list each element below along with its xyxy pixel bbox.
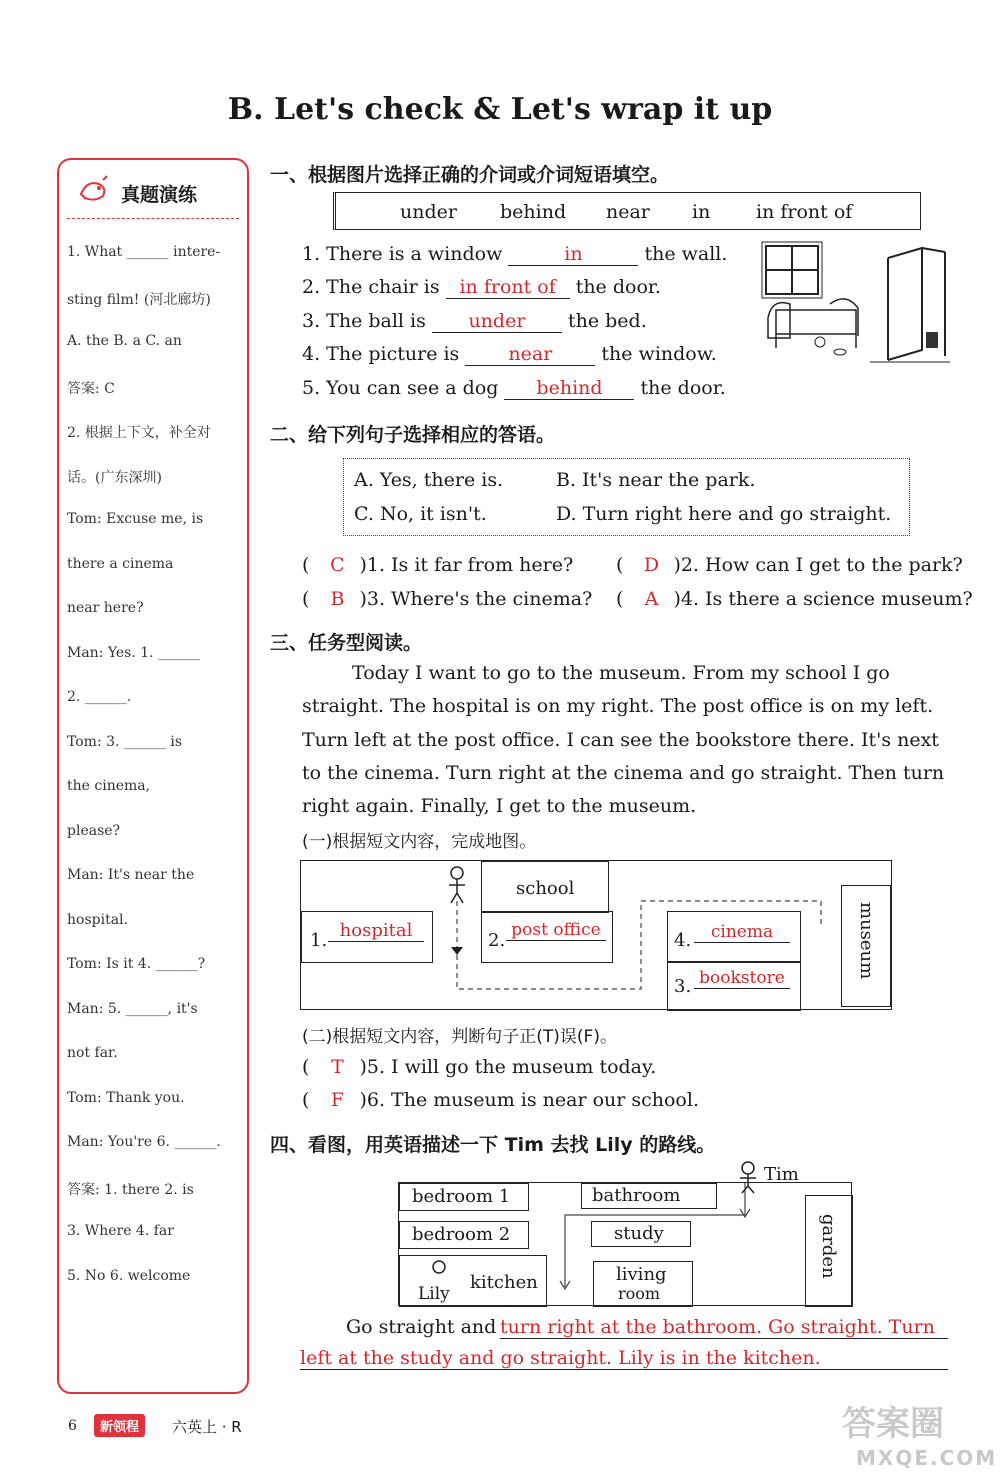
s2-answer-4: A xyxy=(644,588,659,610)
bedroom2-block: bedroom 2 xyxy=(399,1221,529,1249)
sidebar-line: 答案: 1. there 2. is xyxy=(67,1181,194,1198)
sidebar-line: near here? xyxy=(67,600,144,616)
study-block: study xyxy=(591,1221,691,1247)
brand-badge: 新领程 xyxy=(94,1414,145,1437)
tf-item-6: ( F )6. The museum is near our school. xyxy=(302,1089,699,1111)
map-answer-4: cinema xyxy=(694,922,790,943)
sidebar-divider xyxy=(67,218,239,219)
map-answer-3: bookstore xyxy=(694,968,790,989)
s1-item-2: 2. The chair is in front of the door. xyxy=(302,276,661,298)
house-route-lines xyxy=(399,1183,851,1305)
sub-heading-2: (二)根据短文内容，判断句子正(T)误(F)。 xyxy=(302,1027,617,1047)
s2-item-4: ( A )4. Is there a science museum? xyxy=(616,588,973,610)
sidebar-line: hospital. xyxy=(67,911,128,928)
route-answer-2: left at the study and go straight. Lily is in the kitchen. xyxy=(300,1347,948,1370)
tf-item-5: ( T )5. I will go the museum today. xyxy=(302,1056,657,1078)
passage-line-2: straight. The hospital is on my right. The post office is on my left. xyxy=(302,695,934,717)
house-map xyxy=(398,1182,852,1306)
s2-item-1: ( C )1. Is it far from here? xyxy=(302,554,574,576)
choice-d: D. Turn right here and go straight. xyxy=(556,503,892,525)
s1-item-5: 5. You can see a dog behind the door. xyxy=(302,377,726,399)
option-under: under xyxy=(400,201,457,223)
sidebar-line: please? xyxy=(67,822,121,839)
s1-answer-2: in front of xyxy=(446,276,570,299)
sidebar-line: Man: Yes. 1. ______ xyxy=(67,644,201,661)
s1-answer-4: near xyxy=(465,343,595,366)
school-block: school xyxy=(481,861,609,913)
hospital-block: 1. hospital xyxy=(301,911,433,963)
sub-heading-1: (一)根据短文内容，完成地图。 xyxy=(302,832,537,852)
section3-heading: 三、任务型阅读。 xyxy=(270,632,423,654)
passage-line-3: Turn left at the post office. I can see the bookstore there. It's next xyxy=(302,729,939,751)
sidebar-heading: 真题演练 xyxy=(121,184,198,206)
book-label: 六英上 · R xyxy=(172,1418,242,1436)
garden-block: garden xyxy=(805,1195,853,1307)
section1-heading: 一、根据图片选择正确的介词或介词短语填空。 xyxy=(270,164,670,186)
option-in-front-of: in front of xyxy=(756,201,853,223)
tf-answer-6: F xyxy=(330,1089,345,1111)
sidebar-line: not far. xyxy=(67,1045,118,1061)
kitchen-block: kitchen Lily xyxy=(399,1255,547,1307)
sidebar-line: Tom: Is it 4. ______? xyxy=(67,956,206,972)
s2-answer-3: B xyxy=(330,588,345,610)
tim-figure-icon xyxy=(734,1160,762,1198)
option-behind: behind xyxy=(500,201,567,223)
section4-heading: 四、看图，用英语描述一下 Tim 去找 Lily 的路线。 xyxy=(270,1134,716,1156)
route-lead: Go straight and xyxy=(346,1316,497,1338)
sidebar-line: Man: It's near the xyxy=(67,867,195,883)
tim-label: Tim xyxy=(764,1164,799,1185)
choice-a: A. Yes, there is. xyxy=(354,469,504,491)
sidebar-line: 2. ______. xyxy=(67,689,132,705)
route-lines xyxy=(301,861,891,1009)
word-bank xyxy=(333,192,921,230)
sidebar-line: there a cinema xyxy=(67,555,174,572)
sidebar-line: 答案: C xyxy=(67,380,115,397)
museum-block: museum xyxy=(841,885,891,1007)
page-title: B. Let's check & Let's wrap it up xyxy=(227,92,773,127)
bookstore-block: 3. bookstore xyxy=(667,961,801,1011)
passage-line-5: right again. Finally, I get to the museum. xyxy=(302,795,697,817)
route-answer-1: turn right at the bathroom. Go straight. Turn xyxy=(500,1316,948,1339)
sidebar-line: Tom: Thank you. xyxy=(67,1089,185,1106)
s1-item-3: 3. The ball is under the bed. xyxy=(302,310,647,332)
sidebar-line: Tom: 3. ______ is xyxy=(67,733,183,750)
map-answer-1: hospital xyxy=(328,920,424,942)
s2-item-3: ( B )3. Where's the cinema? xyxy=(302,588,593,610)
bathroom-block: bathroom xyxy=(581,1183,717,1209)
passage-line-1: Today I want to go to the museum. From my school I go xyxy=(352,662,890,684)
sidebar-line: 5. No 6. welcome xyxy=(67,1267,191,1284)
sidebar-line: 3. Where 4. far xyxy=(67,1223,174,1239)
page-number: 6 xyxy=(68,1418,77,1434)
s1-answer-3: under xyxy=(432,310,562,333)
s2-answer-1: C xyxy=(330,554,345,576)
sidebar-line: Man: You're 6. ______. xyxy=(67,1134,221,1150)
tf-answer-5: T xyxy=(331,1056,344,1078)
passage-line-4: to the cinema. Turn right at the cinema and go straight. Then turn xyxy=(302,762,945,784)
sidebar-line: A. the B. a C. an xyxy=(67,333,182,349)
sidebar-line: 2. 根据上下文，补全对 xyxy=(67,425,211,441)
bedroom1-block: bedroom 1 xyxy=(399,1183,529,1211)
option-near: near xyxy=(606,201,650,223)
living-room-block: living room xyxy=(593,1261,693,1307)
sidebar-line: the cinema, xyxy=(67,778,151,794)
sidebar-line: sting film! (河北廊坊) xyxy=(67,291,211,308)
option-in: in xyxy=(692,201,711,223)
cinema-block: 4. cinema xyxy=(667,911,801,963)
s2-answer-2: D xyxy=(643,554,660,576)
room-illustration xyxy=(760,238,952,372)
s1-answer-5: behind xyxy=(504,377,634,400)
sidebar-panel xyxy=(57,158,249,1394)
post-office-block: 2. post office xyxy=(481,911,613,963)
sidebar-line: Man: 5. ______, it's xyxy=(67,1000,198,1017)
choice-b: B. It's near the park. xyxy=(556,469,756,491)
sidebar-line: Tom: Excuse me, is xyxy=(67,511,204,527)
choices-box xyxy=(343,458,910,536)
section2-heading: 二、给下列句子选择相应的答语。 xyxy=(270,424,556,446)
map-answer-2: post office xyxy=(506,920,606,941)
choice-c: C. No, it isn't. xyxy=(354,503,487,525)
sidebar-line: 1. What ______ intere- xyxy=(67,244,221,260)
s1-item-1: 1. There is a window in the wall. xyxy=(302,243,728,265)
watermark-logo: 答案圈 xyxy=(842,1404,944,1444)
route-map xyxy=(300,860,892,1010)
bird-icon xyxy=(77,174,111,208)
sidebar-line: 话。(广东深圳) xyxy=(67,469,162,486)
s1-answer-1: in xyxy=(508,243,638,266)
watermark-url: MXQE.COM xyxy=(856,1446,998,1470)
s2-item-2: ( D )2. How can I get to the park? xyxy=(616,554,963,576)
s1-item-4: 4. The picture is near the window. xyxy=(302,343,717,365)
